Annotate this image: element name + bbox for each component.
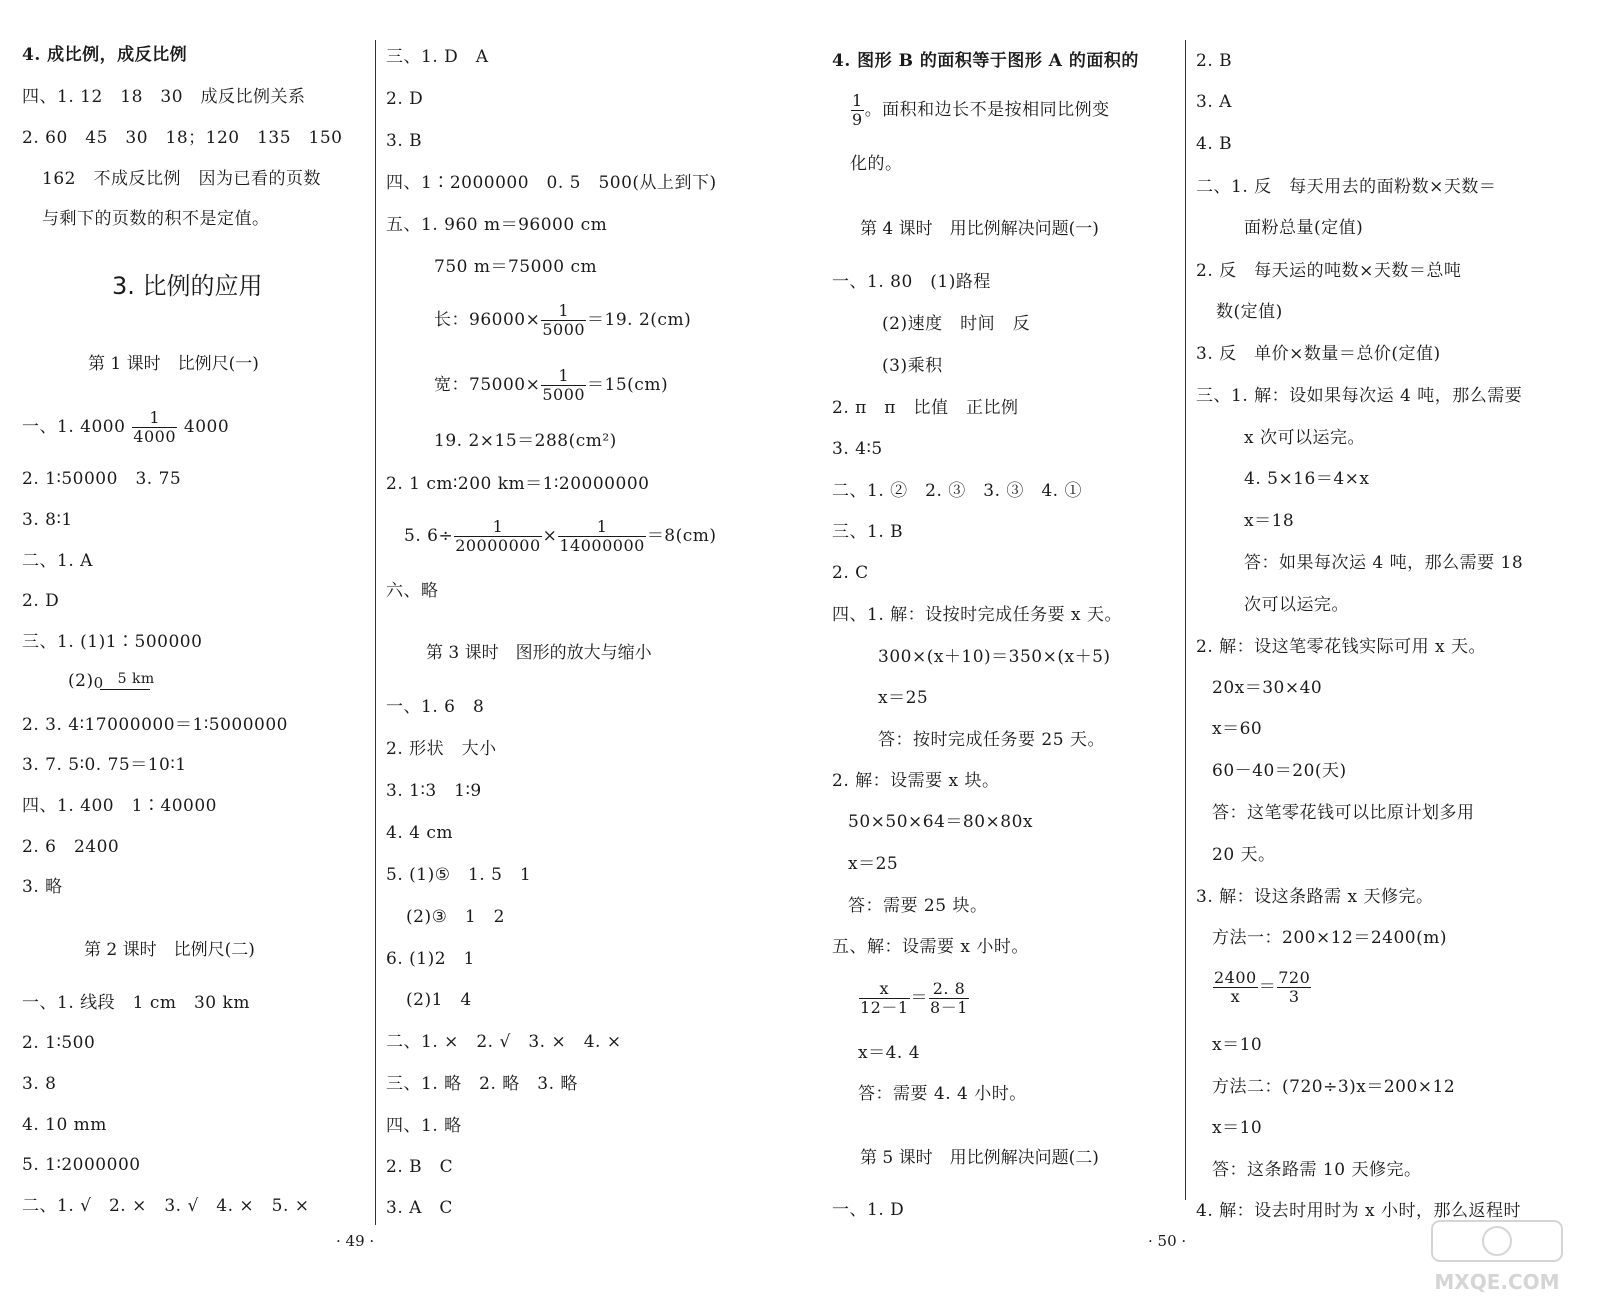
answer-line: 三、1. 略 2. 略 3. 略 <box>386 1074 578 1094</box>
column-2 <box>382 0 802 1260</box>
answer-line: 三、1. (1)1∶500000 <box>22 632 203 652</box>
answer-line: (2)速度 时间 反 <box>882 314 1031 334</box>
answer-line: 60－40＝20(天) <box>1212 761 1347 781</box>
answer-line: 答：按时完成任务要 25 天。 <box>878 730 1105 750</box>
answer-line: 3. 8∶1 <box>22 510 73 530</box>
answer-line: 4. 成比例，成反比例 <box>22 45 188 65</box>
answer-line <box>850 92 1110 129</box>
denominator: x <box>1230 987 1241 1006</box>
numerator: x <box>859 980 910 999</box>
answer-line: 一、1. 6 8 <box>386 697 485 717</box>
answer-line: 方法一：200×12＝2400(m) <box>1212 928 1447 948</box>
answer-line <box>68 670 156 692</box>
numerator: 2400 <box>1214 968 1257 987</box>
lesson-title: 第 3 课时 图形的放大与缩小 <box>426 643 652 663</box>
answer-line: 2. 1∶50000 3. 75 <box>22 469 182 489</box>
answer-text: ＝ <box>910 988 929 1008</box>
fraction <box>929 980 969 1017</box>
answer-line: 2. 反 每天运的吨数×天数＝总吨 <box>1196 261 1462 281</box>
answer-line: 二、1. × 2. √ 3. × 4. × <box>386 1032 622 1052</box>
lesson-title: 第 4 课时 用比例解决问题(一) <box>860 219 1099 239</box>
answer-line: x＝18 <box>1244 511 1295 531</box>
numerator: 1 <box>541 367 586 386</box>
answer-line: 3. A C <box>386 1198 453 1218</box>
answer-line: 3. 7. 5∶0. 75＝10∶1 <box>22 755 187 775</box>
answer-line: 2. 1 cm∶200 km＝1∶20000000 <box>386 474 650 494</box>
denominator: 9 <box>852 110 863 129</box>
answer-line: 3. 反 单价×数量＝总价(定值) <box>1196 344 1441 364</box>
answer-line: 4. B <box>1196 134 1233 154</box>
answer-line: 一、1. 线段 1 cm 30 km <box>22 993 250 1013</box>
answer-line: 四、1. 解：设按时完成任务要 x 天。 <box>832 605 1123 625</box>
numerator: 2. 8 <box>929 980 969 999</box>
answer-line: 3. 4∶5 <box>832 439 883 459</box>
answer-line: 与剩下的页数的积不是定值。 <box>42 209 270 229</box>
answer-text: ＝8(cm) <box>646 526 717 546</box>
answer-line: 二、1. √ 2. × 3. √ 4. × 5. × <box>22 1196 310 1216</box>
lesson-title: 第 1 课时 比例尺(一) <box>88 354 259 374</box>
scale-label: 5 km <box>117 671 155 687</box>
answer-line <box>434 367 668 404</box>
lesson-title: 第 5 课时 用比例解决问题(二) <box>860 1148 1099 1168</box>
answer-line: 四、1∶2000000 0. 5 500(从上到下) <box>386 173 717 193</box>
column-1 <box>0 0 380 1260</box>
numerator: 1 <box>132 409 177 428</box>
answer-line: 3. B <box>386 131 423 151</box>
numerator: 1 <box>454 518 541 537</box>
denominator: 8－1 <box>930 998 968 1017</box>
answer-line: 20x＝30×40 <box>1212 678 1323 698</box>
answer-line: 3. 8 <box>22 1074 57 1094</box>
answer-line: (2)1 4 <box>406 990 472 1010</box>
answer-text: ＝19. 2(cm) <box>587 310 692 330</box>
fraction <box>541 302 586 339</box>
answer-line: 4. 解：设去时用时为 x 小时，那么返程时 <box>1196 1201 1522 1221</box>
answer-text: ＝ <box>1258 977 1277 997</box>
answer-line: 300×(x＋10)＝350×(x＋5) <box>878 647 1111 667</box>
fraction <box>1213 969 1258 1006</box>
answer-text: 4000 <box>183 417 230 437</box>
answer-line: 六、略 <box>386 581 439 601</box>
fraction <box>851 92 864 129</box>
answer-line: 五、解：设需要 x 小时。 <box>832 937 1029 957</box>
answer-text: 5. 6÷ <box>404 526 454 546</box>
fraction <box>454 518 541 555</box>
answer-line: 化的。 <box>850 154 903 174</box>
lesson-title: 第 2 课时 比例尺(二) <box>84 940 255 960</box>
answer-line: 四、1. 略 <box>386 1116 462 1136</box>
answer-line: 19. 2×15＝288(cm²) <box>434 431 617 451</box>
answer-line: 2. D <box>22 591 60 611</box>
scale-zero: 0 <box>93 674 104 692</box>
answer-line <box>434 302 691 339</box>
answer-line: 3. 解：设这条路需 x 天修完。 <box>1196 887 1434 907</box>
page-number: · 49 · <box>336 1232 375 1250</box>
answer-line: 二、1. A <box>22 551 93 571</box>
answer-text: × <box>542 526 558 546</box>
answer-line: x＝25 <box>878 688 929 708</box>
watermark-logo <box>1412 1217 1582 1297</box>
answer-line: 2. C <box>832 563 869 583</box>
answer-line <box>858 980 970 1017</box>
fraction <box>541 367 586 404</box>
scale-line <box>100 689 150 690</box>
answer-line: 750 m＝75000 cm <box>434 257 598 277</box>
denominator: 3 <box>1288 987 1300 1006</box>
numerator: 720 <box>1278 968 1311 987</box>
answer-line: 数(定值) <box>1216 302 1283 322</box>
answer-line: 162 不成反比例 因为已看的页数 <box>42 169 321 189</box>
scale-bar <box>94 672 156 692</box>
answer-line: 6. (1)2 1 <box>386 949 475 969</box>
watermark-text: MXQE.COM <box>1434 1270 1560 1294</box>
answer-line: 四、1. 400 1∶40000 <box>22 796 217 816</box>
answer-line: 一、1. D <box>832 1200 905 1220</box>
denominator: 4000 <box>133 427 177 446</box>
answer-line: 五、1. 960 m＝96000 cm <box>386 215 608 235</box>
answer-line: 3. 略 <box>22 877 63 897</box>
answer-line <box>1212 969 1312 1006</box>
answer-line: 2. 3. 4∶17000000＝1∶5000000 <box>22 715 288 735</box>
answer-text: 。面积和边长不是按相同比例变 <box>864 100 1110 120</box>
answer-line: 2. B C <box>386 1157 454 1177</box>
numerator: 1 <box>558 518 645 537</box>
answer-line: 三、1. B <box>832 522 904 542</box>
denominator: 14000000 <box>559 536 645 555</box>
fraction <box>859 980 910 1017</box>
numerator: 1 <box>852 91 863 110</box>
answer-line: 2. 1∶500 <box>22 1033 96 1053</box>
answer-text: ＝15(cm) <box>587 375 669 395</box>
answer-text: (2) <box>68 671 94 691</box>
answer-line: 三、1. D A <box>386 47 489 67</box>
answer-line: (2)③ 1 2 <box>406 907 505 927</box>
answer-line: 答：如果每次运 4 吨，那么需要 18 <box>1244 553 1524 573</box>
denominator: 5000 <box>542 385 586 404</box>
column-divider <box>375 40 376 1225</box>
answer-line: 4. 5×16＝4×x <box>1244 469 1370 489</box>
column-divider <box>1185 40 1186 1200</box>
answer-line: 2. 解：设这笔零花钱实际可用 x 天。 <box>1196 637 1487 657</box>
answer-line: 5. (1)⑤ 1. 5 1 <box>386 865 532 885</box>
answer-line: 面粉总量(定值) <box>1244 218 1364 238</box>
answer-line: 3. 1∶3 1∶9 <box>386 781 482 801</box>
answer-line: x＝60 <box>1212 719 1263 739</box>
answer-line: 2. 解：设需要 x 块。 <box>832 771 1000 791</box>
answer-line: 二、1. ② 2. ③ 3. ③ 4. ① <box>832 481 1082 501</box>
denominator: 5000 <box>542 320 586 339</box>
denominator: 20000000 <box>455 536 541 555</box>
answer-line: 2. 形状 大小 <box>386 739 497 759</box>
answer-line: 2. 60 45 30 18；120 135 150 <box>22 128 343 148</box>
answer-line: 2. π π 比值 正比例 <box>832 398 1019 418</box>
answer-line: x＝10 <box>1212 1035 1263 1055</box>
column-4 <box>1192 0 1592 1260</box>
section-title: 3. 比例的应用 <box>112 272 263 300</box>
watermark-circle <box>1483 1227 1511 1255</box>
numerator: 1 <box>541 302 586 321</box>
answer-line: 2. 6 2400 <box>22 837 120 857</box>
answer-line: 答：需要 4. 4 小时。 <box>858 1084 1027 1104</box>
answer-line: x＝4. 4 <box>858 1043 921 1063</box>
answer-line: 次可以运完。 <box>1244 595 1349 615</box>
answer-line: 50×50×64＝80×80x <box>848 812 1033 832</box>
answer-line: 一、1. 80 (1)路程 <box>832 272 991 292</box>
answer-line: x＝10 <box>1212 1118 1263 1138</box>
denominator: 12－1 <box>860 998 909 1017</box>
answer-line: 四、1. 12 18 30 成反比例关系 <box>22 87 306 107</box>
fraction <box>558 518 645 555</box>
answer-line: 5. 1∶2000000 <box>22 1155 141 1175</box>
answer-line: 方法二：(720÷3)x＝200×12 <box>1212 1077 1456 1097</box>
answer-line: 三、1. 解：设如果每次运 4 吨，那么需要 <box>1196 386 1523 406</box>
answer-line: 答：需要 25 块。 <box>848 896 988 916</box>
answer-text: 长：96000× <box>434 310 541 330</box>
answer-line: 20 天。 <box>1212 845 1276 865</box>
answer-text: 宽：75000× <box>434 375 541 395</box>
answer-line <box>22 409 229 446</box>
column-3 <box>830 0 1190 1260</box>
answer-line: 4. 图形 B 的面积等于图形 A 的面积的 <box>832 51 1139 71</box>
answer-line: x 次可以运完。 <box>1244 428 1365 448</box>
answer-text: 一、1. 4000 <box>22 417 126 437</box>
answer-line: 答：这条路需 10 天修完。 <box>1212 1160 1422 1180</box>
fraction <box>1277 969 1311 1006</box>
answer-line: 2. D <box>386 89 424 109</box>
answer-line: 二、1. 反 每天用去的面粉数×天数＝ <box>1196 177 1497 197</box>
answer-line: x＝25 <box>848 854 899 874</box>
answer-line: 2. B <box>1196 51 1233 71</box>
answer-line: (3)乘积 <box>882 356 943 376</box>
fraction <box>132 409 177 446</box>
answer-line: 4. 10 mm <box>22 1115 107 1135</box>
answer-line: 答：这笔零花钱可以比原计划多用 <box>1212 803 1475 823</box>
answer-line: 3. A <box>1196 92 1232 112</box>
answer-line <box>404 518 717 555</box>
answer-line: 4. 4 cm <box>386 823 453 843</box>
page-number: · 50 · <box>1148 1232 1187 1250</box>
